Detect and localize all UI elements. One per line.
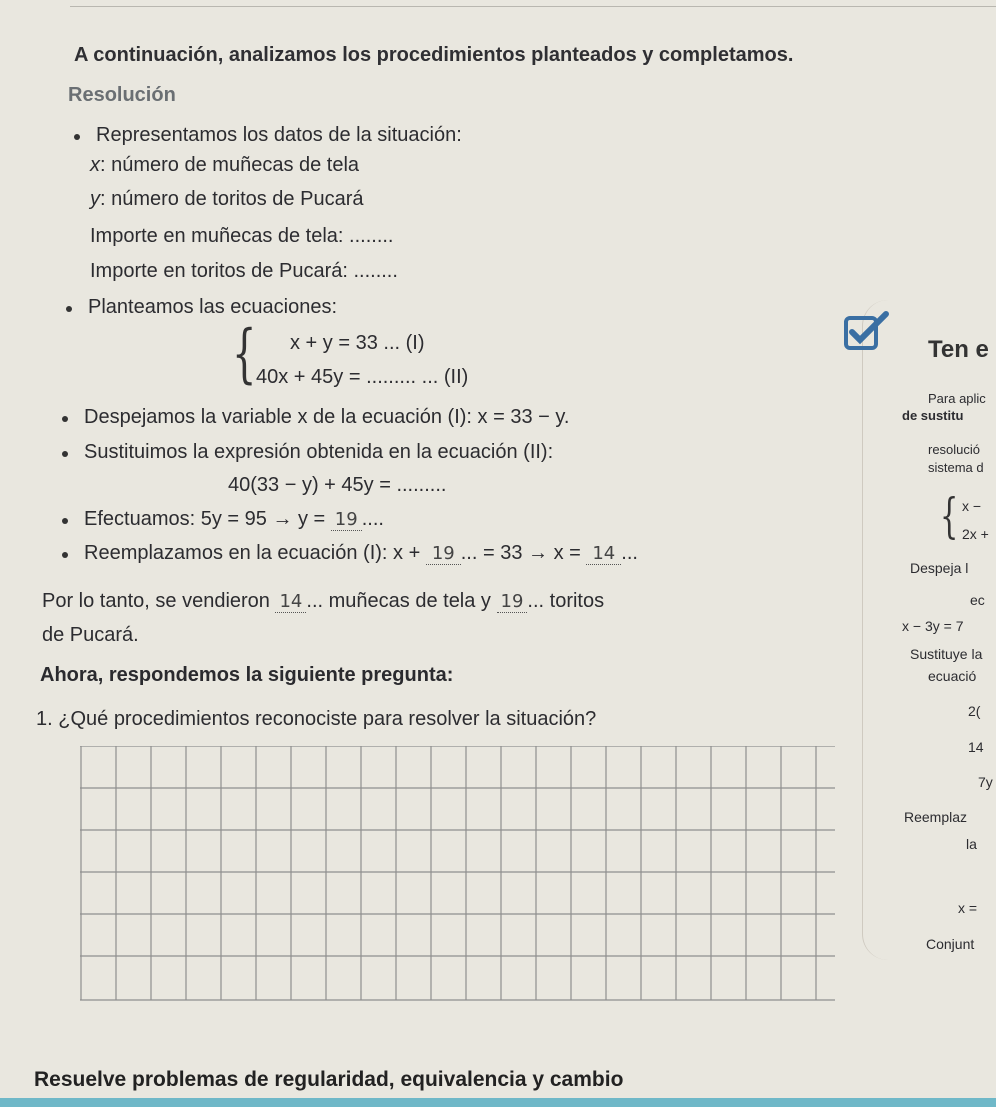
efectuamos-answer[interactable]: 19	[331, 509, 362, 531]
equation-2: 40x + 45y = ......... ... (II)	[256, 366, 469, 388]
check-icon	[842, 310, 894, 352]
sidebar-line-2: de sustitu	[902, 408, 964, 423]
conclusion-line-2: de Pucará.	[42, 624, 139, 646]
step-reemplazamos: Reemplazamos en la ecuación (I): x + 19 ... = 33 → x = 14 ...	[84, 542, 638, 564]
conclusion-part-1: Por lo tanto, se vendieron	[42, 590, 276, 612]
x-definition: x: número de muñecas de tela	[90, 154, 360, 176]
intro-text: A continuación, analizamos los procedimientos planteados y completamos.	[74, 44, 794, 66]
sidebar-line-8: Sustituye la	[910, 646, 983, 662]
equation-brace: {	[232, 317, 257, 391]
sidebar-line-1: Para aplic	[928, 391, 986, 406]
sidebar-line-5: Despeja l	[910, 560, 969, 576]
sidebar-line-15: x =	[958, 900, 978, 916]
conclusion-part-3: toritos	[544, 590, 605, 612]
importe-tela: Importe en muñecas de tela: ........	[90, 225, 394, 247]
step-efectuamos: Efectuamos: 5y = 95 → y = 19 ....	[84, 508, 384, 530]
substitution-expression: 40(33 − y) + 45y = .........	[228, 474, 447, 496]
question-1: 1. ¿Qué procedimientos reconociste para resolver la situación?	[36, 708, 597, 730]
sidebar-brace: {	[940, 488, 959, 544]
step-represent: Representamos los datos de la situación:	[96, 124, 462, 146]
sidebar-line-7: x − 3y = 7	[902, 618, 964, 634]
top-rule	[70, 6, 996, 7]
conclusion-line: Por lo tanto, se vendieron 14 ... muñecas de tela y 19 ... toritos	[42, 590, 605, 612]
importe-toritos: Importe en toritos de Pucará: ........	[90, 260, 398, 282]
question-heading: Ahora, respondemos la siguiente pregunta:	[40, 664, 454, 686]
efectuamos-text: Efectuamos: 5y = 95 → y =	[84, 508, 331, 530]
answer-grid[interactable]	[80, 746, 835, 1001]
sidebar-line-3: resolució	[928, 442, 981, 457]
sidebar-line-13: Reemplaz	[904, 809, 968, 825]
reemplazamos-mid: = 33 → x =	[482, 542, 587, 564]
section-heading: Resolución	[68, 84, 176, 106]
step-sustituimos: Sustituimos la expresión obtenida en la ecuación (II):	[84, 441, 554, 463]
sidebar-system-1: x −	[962, 498, 982, 514]
sidebar-line-4: sistema d	[928, 460, 984, 475]
sidebar-system-2: 2x +	[962, 526, 989, 542]
sidebar-line-11: 14	[968, 739, 984, 755]
conclusion-part-2: muñecas de tela y	[323, 590, 497, 612]
step-despejamos: Despejamos la variable x de la ecuación (I): x = 33 − y.	[84, 406, 570, 428]
sidebar-line-14: la	[966, 836, 977, 852]
y-definition: y: número de toritos de Pucará	[90, 188, 364, 210]
equation-1: x + y = 33 ... (I)	[290, 332, 425, 354]
conclusion-answer-munecas[interactable]: 14	[275, 591, 306, 613]
sidebar-line-12: 7y	[978, 774, 993, 790]
step-plantear: Planteamos las ecuaciones:	[88, 296, 338, 318]
sidebar-line-10: 2(	[968, 703, 981, 719]
reemplazamos-answer-x[interactable]: 14	[586, 543, 621, 565]
x-def-text: : número de muñecas de tela	[100, 154, 360, 176]
y-def-text: : número de toritos de Pucará	[100, 188, 364, 210]
sidebar-line-6: ec	[970, 592, 985, 608]
footer-text: Resuelve problemas de regularidad, equivalencia y cambio	[34, 1068, 624, 1091]
footer-bar	[0, 1098, 996, 1107]
sidebar-line-9: ecuació	[928, 668, 977, 684]
reemplazamos-answer-y[interactable]: 19	[426, 543, 461, 565]
reemplazamos-text: Reemplazamos en la ecuación (I): x +	[84, 542, 426, 564]
sidebar-line-16: Conjunt	[926, 936, 975, 952]
sidebar-title: Ten e	[928, 336, 989, 363]
conclusion-answer-toritos[interactable]: 19	[497, 591, 528, 613]
